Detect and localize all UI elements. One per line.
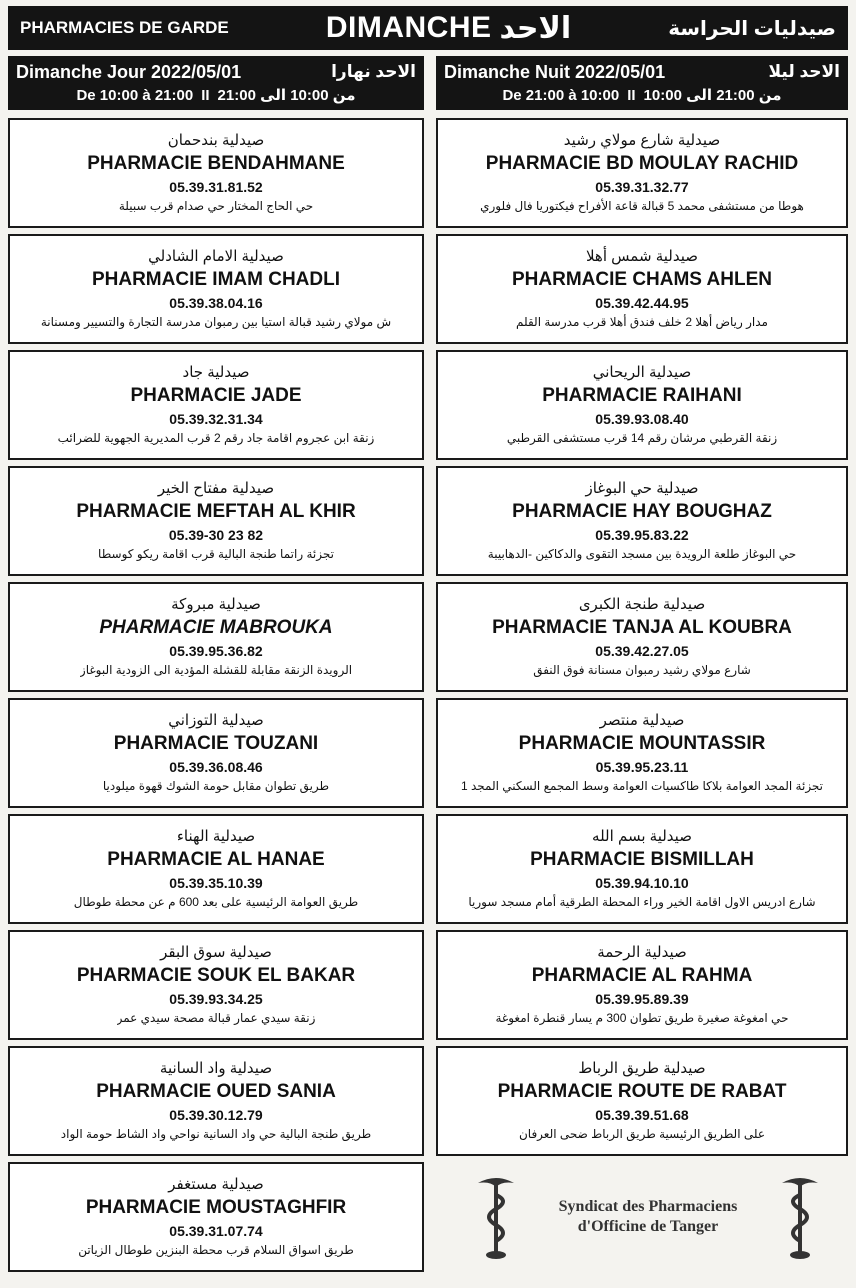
header-left-title: PHARMACIES DE GARDE (20, 18, 229, 37)
pharmacy-name-fr: PHARMACIE SOUK EL BAKAR (76, 965, 356, 986)
caduceus-icon (776, 1173, 824, 1261)
pharmacy-address: شارع ادريس الاول اقامة الخير وراء المحطة الطرقية أمام مسجد سوريا (468, 895, 816, 909)
pharmacy-name-fr: PHARMACIE HAY BOUGHAZ (512, 501, 772, 522)
pharmacy-name-ar: صيدلية مفتاح الخير (157, 480, 275, 497)
day-column-header (8, 56, 424, 110)
pharmacy-phone: 05.39.95.83.22 (595, 527, 689, 543)
pharmacy-card (436, 466, 848, 576)
header-day-fr: DIMANCHE (325, 11, 492, 44)
pharmacy-phone: 05.39.93.08.40 (595, 411, 689, 427)
pharmacy-address: حي البوغاز طلعة الرويدة بين مسجد التقوى والدكاكين -الدهابيبة (487, 547, 797, 561)
day-hours-ar: من 10:00 الى 21:00 (217, 87, 356, 104)
pharmacy-address: زنقة سيدي عمار قبالة مصحة سيدي عمر (116, 1011, 316, 1025)
pharmacy-address: على الطريق الرئيسية طريق الرباط ضحى العرفان (518, 1127, 766, 1141)
syndicate-line-2: d'Officine de Tanger (577, 1218, 719, 1235)
pharmacy-address: زنقة القرطبي مرشان رقم 14 قرب مستشفى القرطبي (506, 431, 778, 445)
pharmacy-phone: 05.39.95.89.39 (595, 991, 689, 1007)
pharmacy-name-ar: صيدلية الريحاني (592, 364, 692, 381)
pharmacy-address: ش مولاي رشيد قبالة استيا بين رمبوان مدرسة التجارة والتسيير ومسنانة (40, 315, 392, 329)
pharmacy-address: طريق تطوان مقابل حومة الشوك قهوة ميلوديا (102, 779, 330, 793)
pharmacy-name-ar: صيدلية واد السانية (159, 1060, 273, 1077)
day-column (8, 56, 424, 1278)
pharmacy-card (8, 930, 424, 1040)
pharmacy-phone: 05.39.42.44.95 (595, 295, 689, 311)
pharmacy-card (8, 350, 424, 460)
pharmacy-phone: 05.39.36.08.46 (169, 759, 263, 775)
pharmacy-address: زنقة ابن عجروم اقامة جاد رقم 2 قرب المديرية الجهوية للضرائب (57, 431, 375, 445)
pharmacy-phone: 05.39.95.23.11 (595, 759, 689, 775)
pharmacy-phone: 05.39.31.07.74 (169, 1223, 263, 1239)
pharmacy-phone: 05.39-30 23 82 (168, 527, 264, 543)
pharmacy-phone: 05.39.31.32.77 (595, 179, 689, 195)
night-title-fr: Dimanche Nuit 2022/05/01 (444, 61, 666, 82)
night-title-ar: الاحد ليلا (768, 62, 840, 81)
pharmacy-phone: 05.39.95.36.82 (169, 643, 263, 659)
pharmacy-card (436, 118, 848, 228)
pharmacy-address: حي الحاج المختار حي صدام قرب سبيلة (118, 199, 314, 213)
pharmacy-name-fr: PHARMACIE MOUNTASSIR (518, 733, 766, 754)
pharmacy-name-fr: PHARMACIE MEFTAH AL KHIR (76, 501, 356, 522)
pharmacy-name-ar: صيدلية الامام الشادلي (148, 248, 284, 265)
pharmacy-address: حي امغوغة صغيرة طريق تطوان 300 م يسار قنطرة امغوغة (495, 1011, 789, 1025)
night-column (436, 56, 848, 1272)
header-day-ar: الاحد (499, 11, 572, 45)
pharmacy-card (436, 814, 848, 924)
day-title-ar: الاحد نهارا (331, 62, 416, 81)
night-hours-ar: من 21:00 الى 10:00 (643, 87, 782, 104)
pharmacy-name-fr: PHARMACIE TOUZANI (113, 733, 319, 754)
pharmacy-card (436, 930, 848, 1040)
pharmacy-name-ar: صيدلية الهناء (176, 828, 256, 845)
header-right-title: صيدليات الحراسة (668, 17, 836, 40)
day-pharmacy-list (8, 118, 424, 1272)
pharmacy-name-fr: PHARMACIE AL HANAE (107, 849, 325, 870)
night-hours-fr: De 21:00 à 10:00 (502, 86, 620, 104)
pharmacy-name-ar: صيدلية شمس أهلا (585, 248, 698, 265)
day-hours-sep: II (201, 86, 210, 104)
pharmacy-name-fr: PHARMACIE IMAM CHADLI (91, 269, 341, 290)
night-pharmacy-list (436, 118, 848, 1156)
pharmacy-name-fr: PHARMACIE MOUSTAGHFIR (85, 1197, 347, 1218)
pharmacy-name-ar: صيدلية طريق الرباط (578, 1060, 706, 1077)
pharmacy-name-ar: صيدلية مبروكة (171, 596, 261, 613)
pharmacy-address: شارع مولاي رشيد رمبوان مسنانة فوق النفق (533, 663, 751, 677)
pharmacy-name-fr: PHARMACIE CHAMS AHLEN (511, 269, 773, 290)
pharmacy-address: مدار رياض أهلا 2 خلف فندق أهلا قرب مدرسة القلم (516, 315, 768, 329)
pharmacy-name-ar: صيدلية بندحمان (167, 132, 265, 149)
syndicate-logo (436, 1162, 848, 1272)
pharmacy-name-fr: PHARMACIE RAIHANI (542, 385, 742, 406)
page-header (8, 6, 848, 50)
pharmacy-card (436, 350, 848, 460)
pharmacy-name-ar: صيدلية جاد (182, 364, 250, 381)
pharmacy-card (8, 1162, 424, 1272)
pharmacy-phone: 05.39.42.27.05 (595, 643, 689, 659)
pharmacy-name-fr: PHARMACIE AL RAHMA (531, 965, 753, 986)
pharmacy-phone: 05.39.32.31.34 (169, 411, 263, 427)
pharmacy-card (8, 466, 424, 576)
night-hours-sep: II (627, 86, 636, 104)
pharmacy-name-ar: صيدلية سوق البقر (160, 944, 272, 961)
pharmacy-name-ar: صيدلية التوزاني (168, 712, 264, 729)
pharmacy-card (436, 234, 848, 344)
pharmacy-card (8, 234, 424, 344)
pharmacy-address: طريق اسواق السلام قرب محطة البنزين طوطال الزياتن (78, 1243, 354, 1257)
pharmacy-name-ar: صيدلية مستغفر (168, 1176, 264, 1193)
caduceus-icon (472, 1173, 520, 1261)
pharmacy-name-fr: PHARMACIE OUED SANIA (96, 1081, 336, 1102)
pharmacy-phone: 05.39.93.34.25 (169, 991, 263, 1007)
pharmacy-name-ar: صيدلية شارع مولاي رشيد (563, 132, 721, 149)
pharmacy-address: تجزئة المجد العوامة بلاكا طاكسيات العوامة وسط المجمع السكني المجد 1 (460, 779, 824, 793)
pharmacy-card (8, 118, 424, 228)
pharmacy-card (8, 582, 424, 692)
pharmacy-phone: 05.39.94.10.10 (595, 875, 689, 891)
pharmacy-address: الرويدة الزنقة مقابلة للقشلة المؤدية الى الزودية البوغاز (79, 663, 353, 677)
pharmacy-card (436, 1046, 848, 1156)
pharmacy-name-fr: PHARMACIE BISMILLAH (530, 849, 754, 870)
pharmacy-phone: 05.39.38.04.16 (169, 295, 263, 311)
pharmacy-name-fr: PHARMACIE BD MOULAY RACHID (485, 153, 799, 174)
header-center (326, 11, 571, 46)
pharmacy-name-ar: صيدلية الرحمة (597, 944, 687, 961)
pharmacy-name-fr: PHARMACIE JADE (130, 385, 302, 406)
pharmacy-name-ar: صيدلية منتصر (599, 712, 685, 729)
pharmacy-name-ar: صيدلية حي البوغاز (585, 480, 699, 497)
pharmacy-name-fr: PHARMACIE BENDAHMANE (87, 153, 345, 174)
pharmacy-name-ar: صيدلية طنجة الكبرى (578, 596, 706, 613)
pharmacy-phone: 05.39.39.51.68 (595, 1107, 689, 1123)
day-title-fr: Dimanche Jour 2022/05/01 (16, 61, 242, 82)
pharmacy-card (436, 582, 848, 692)
pharmacy-name-fr: PHARMACIE TANJA AL KOUBRA (492, 617, 792, 638)
pharmacy-card (8, 698, 424, 808)
day-hours-fr: De 10:00 à 21:00 (76, 86, 194, 104)
pharmacy-name-fr: PHARMACIE ROUTE DE RABAT (497, 1081, 787, 1102)
pharmacy-card (436, 698, 848, 808)
night-column-header (436, 56, 848, 110)
syndicate-name (559, 1197, 738, 1237)
pharmacy-name-ar: صيدلية بسم الله (592, 828, 692, 845)
pharmacy-address: طريق العوامة الرئيسية على بعد 600 م عن محطة طوطال (73, 895, 359, 909)
pharmacy-phone: 05.39.30.12.79 (169, 1107, 263, 1123)
pharmacy-phone: 05.39.35.10.39 (169, 875, 263, 891)
pharmacy-card (8, 1046, 424, 1156)
pharmacy-card (8, 814, 424, 924)
pharmacy-name-fr: PHARMACIE MABROUKA (99, 617, 333, 638)
pharmacy-address: هوطا من مستشفى محمد 5 قبالة قاعة الأفراح فيكتوريا فال فلوري (480, 199, 804, 213)
pharmacy-phone: 05.39.31.81.52 (169, 179, 263, 195)
pharmacy-address: تجزئة راتما طنجة البالية قرب اقامة ريكو كوسطا (98, 547, 334, 561)
pharmacy-address: طريق طنجة البالية حي واد السانية نواحي واد الشاط حومة الواد (60, 1127, 372, 1141)
syndicate-line-1: Syndicat des Pharmaciens (558, 1198, 738, 1215)
